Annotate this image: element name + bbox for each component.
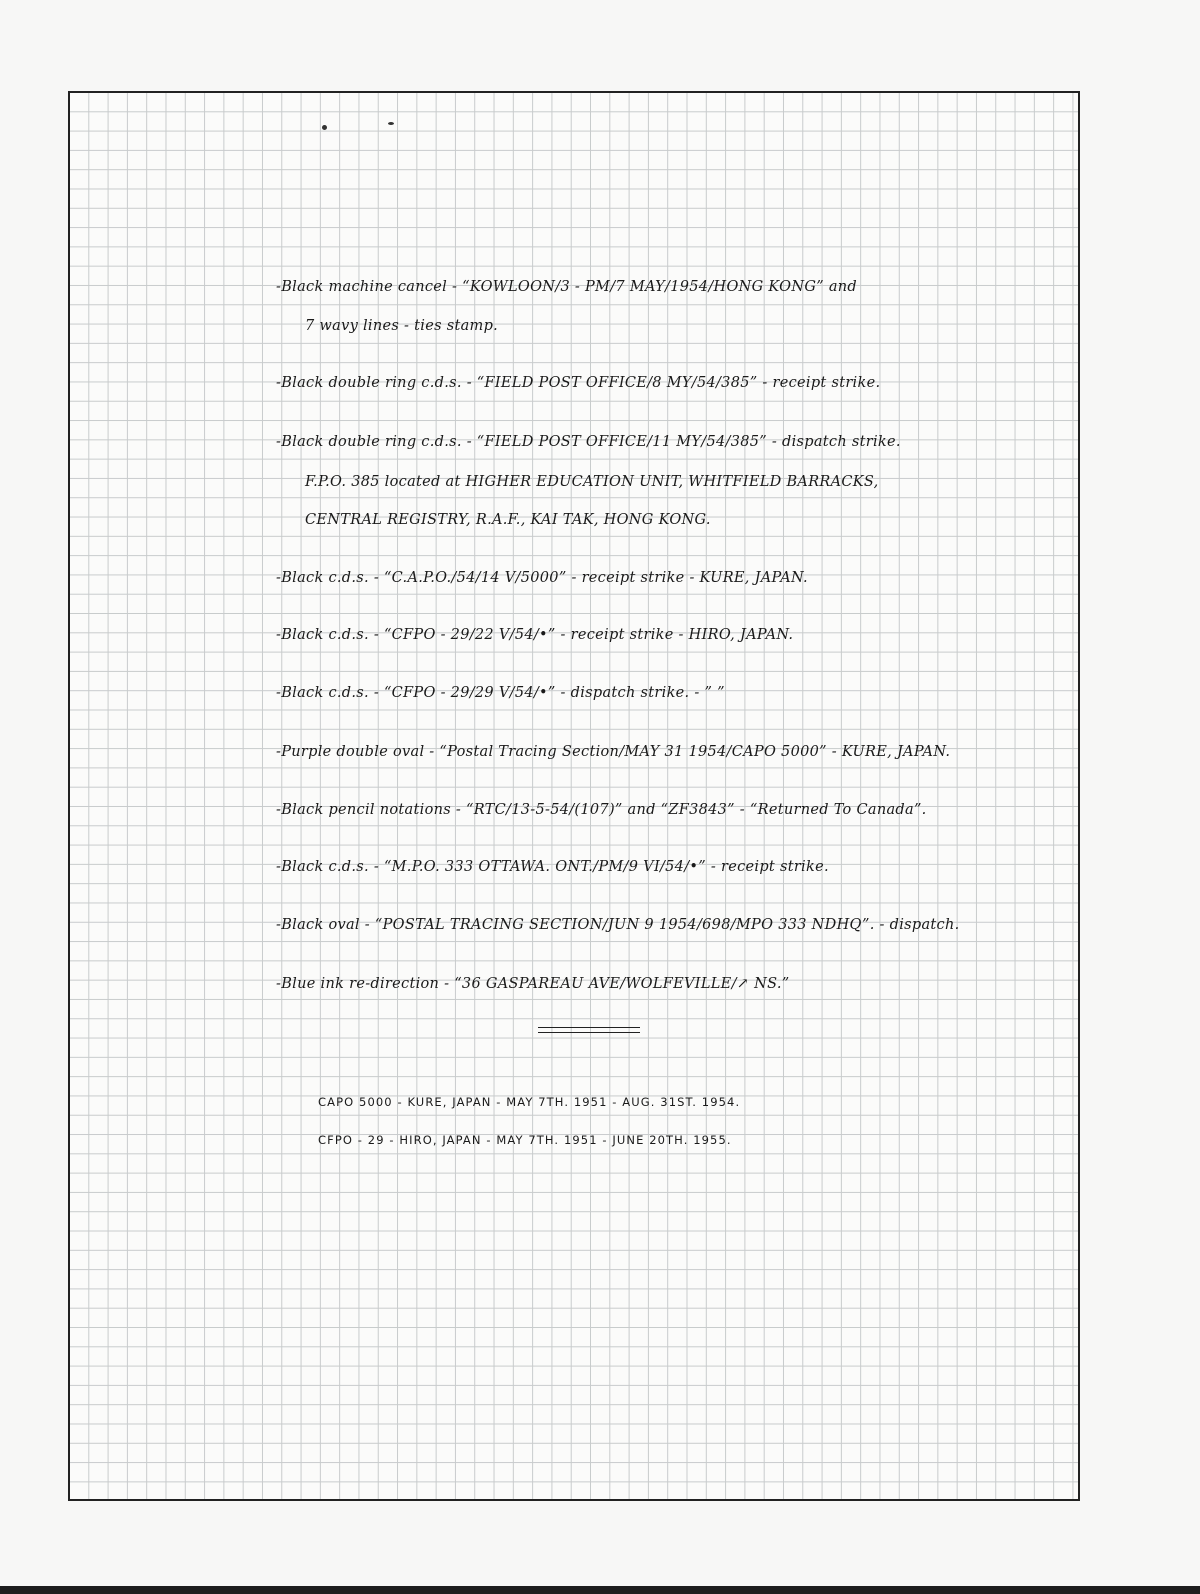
entry-line: -Black double ring c.d.s. - “FIELD POST OFFICE/8 MY/54/385” - receipt strike. (276, 375, 881, 391)
scan-bottom-edge (0, 1586, 1200, 1594)
entry-line: -Purple double oval - “Postal Tracing Section/MAY 31 1954/CAPO 5000” - KURE, JAPAN. (276, 744, 951, 760)
entry-line: -Black oval - “POSTAL TRACING SECTION/JUN 9 1954/698/MPO 333 NDHQ”. - dispatch. (276, 917, 960, 933)
entry-line-continuation: F.P.O. 385 located at HIGHER EDUCATION UNIT, WHITFIELD BARRACKS, (305, 474, 879, 490)
entry-line: -Black c.d.s. - “CFPO - 29/22 V/54/•” - receipt strike - HIRO, JAPAN. (276, 627, 794, 643)
punch-hole-mark (388, 122, 394, 125)
entry-line: -Black pencil notations - “RTC/13-5-54/(107)” and “ZF3843” - “Returned To Canada”. (276, 802, 927, 818)
entry-line-continuation: 7 wavy lines - ties stamp. (305, 318, 499, 334)
graph-paper-page (68, 91, 1080, 1501)
double-rule-divider (538, 1027, 640, 1033)
entry-line: -Black c.d.s. - “M.P.O. 333 OTTAWA. ONT./PM/9 VI/54/•” - receipt strike. (276, 859, 829, 875)
footnote-line: CFPO - 29 - HIRO, JAPAN - MAY 7TH. 1951 - JUNE 20TH. 1955. (318, 1133, 732, 1147)
footnote-line: CAPO 5000 - KURE, JAPAN - MAY 7TH. 1951 - AUG. 31ST. 1954. (318, 1095, 741, 1109)
entry-line: -Black c.d.s. - “C.A.P.O./54/14 V/5000” - receipt strike - KURE, JAPAN. (276, 570, 808, 586)
punch-hole-mark (322, 125, 327, 130)
entry-line: -Black c.d.s. - “CFPO - 29/29 V/54/•” - dispatch strike. - ” ” (276, 685, 725, 701)
entry-line-continuation: CENTRAL REGISTRY, R.A.F., KAI TAK, HONG KONG. (305, 512, 711, 528)
entry-line: -Black machine cancel - “KOWLOON/3 - PM/7 MAY/1954/HONG KONG” and (276, 279, 857, 295)
entry-line: -Blue ink re-direction - “36 GASPAREAU AVE/WOLFEVILLE/↗ NS.” (276, 976, 790, 992)
entry-line: -Black double ring c.d.s. - “FIELD POST OFFICE/11 MY/54/385” - dispatch strike. (276, 434, 901, 450)
